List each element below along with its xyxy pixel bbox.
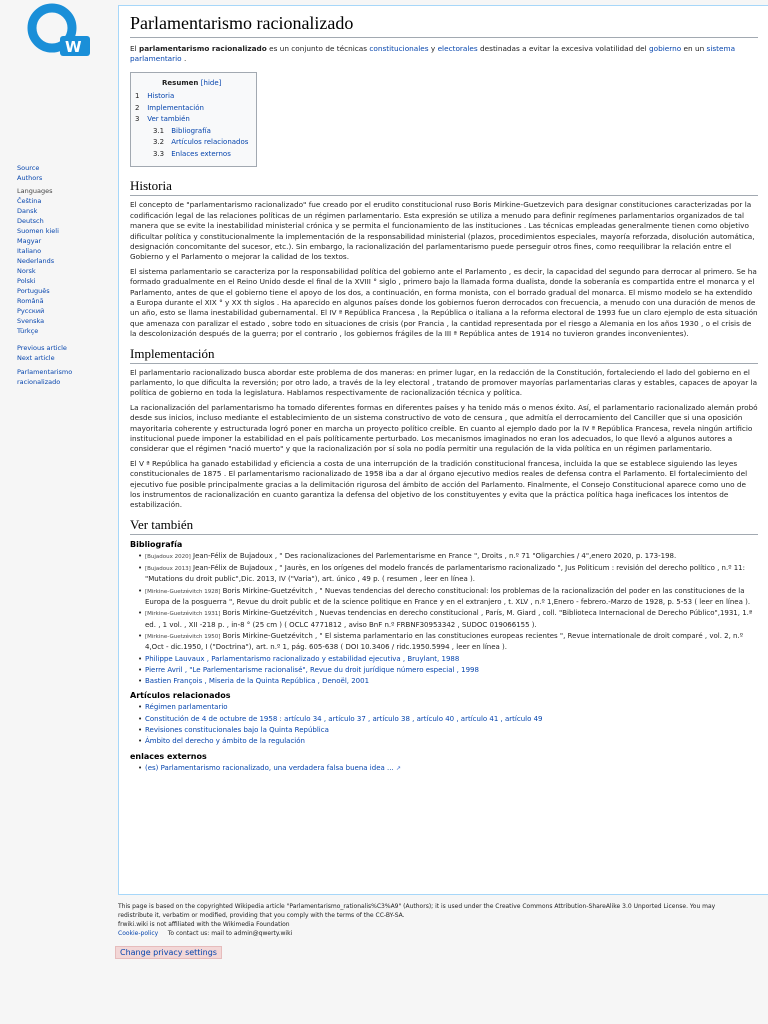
table-of-contents <box>130 72 257 168</box>
implementacion-paragraph-2: La racionalización del parlamentarismo ha tomado diferentes formas en diferentes países y ha tenido más o menos éxito. Así, el parlamentario racionalizado alemán probó desde sus inicios, incluso mediante el establecimiento de un sistema constructivo de voto de censura , que admitía el derrocamiento del Canciller que si una oposición mayoritaria coherente y estructurada logró poner en marcha un proyecto político creíble. En cuanto al ejemplo dado por la IV ª República Francesa, revela ningún artificio institucional puede imponer la estabilidad en el país políticamente perturbado. Los mecanismos imaginados no eran los adecuados, lo que llevó a algunos autores a considerar que el régimen "nació muerto" y que la racionalización por sí sola no podía permitir una regulación de la vida política en un régimen parlamentario. <box>130 402 758 454</box>
cookie-policy-link[interactable]: Cookie-policy <box>118 930 159 937</box>
bibliography-item: • Philippe Lauvaux , Parlamentarismo racionalizado y estabilidad ejecutiva , Bruylant, 1988 <box>138 654 758 664</box>
language-link[interactable]: Norsk <box>17 267 36 275</box>
toc-subitem[interactable]: 3.1 Bibliografía <box>153 126 211 135</box>
heading-ver-tambien: Ver también <box>130 517 758 535</box>
bibliography-item: • [Mirkine-Guetzévitch 1931] Boris Mirkine-Guetzévitch , Nuevas tendencias en derecho constitucional , París, M. Giard , coll. "Biblioteca Internacional de Derecho Público",1931, 1.ª ed. , 1 vol. , XII -218 p. , in-8 ° (25 cm ) ( OCLC 4771812 , aviso BnF n.º FRBNF30953342 , SUDOC 019066155 ). <box>138 608 758 630</box>
footer-license-line: redistribute it, verbatim or modified, providing that you comply with the terms of the CC-BY-SA. <box>118 912 405 919</box>
related-article-item[interactable]: • Régimen parlamentario <box>138 702 758 712</box>
toc-subitem[interactable]: 3.3 Enlaces externos <box>153 149 231 158</box>
toc-item[interactable]: 2 Implementación <box>135 103 204 112</box>
heading-implementacion: Implementación <box>130 346 758 364</box>
link-gobierno[interactable]: gobierno <box>649 44 682 53</box>
historia-paragraph-1: El concepto de "parlamentarismo racionalizado" fue creado por el erudito constitucional ruso Boris Mirkine-Guetzevich para designar constituciones caracterizadas por la codificación legal de las relaciones políticas de un régimen parlamentario. Esta expresión se utiliza a menudo para definir regímenes parlamentarios organizados de tal manera que se evite la inestabilidad ministerial crónica y se permita el funcionamiento de las instituciones . Las técnicas empleadas generalmente tienen como objetivo dificultar política y constitucionalmente la implementación de la responsabilidad ministerial (plazos, procedimientos especiales, mayoría reforzada, disolución automática, designación concomitante del sucesor, etc.). Sin embargo, la racionalización del parlamentarismo puede perseguir otros fines, como reequilibrar la relación entre el Gobierno y el Parlamento o mejorar la calidad de los textos. <box>130 200 755 262</box>
bibliography-item: • [Bujadoux 2020] Jean-Félix de Bujadoux , " Des racionalizaciones del Parlementarisme en France ", Droits , n.º 71 "Oligarchies / 4",enero 2020, p. 173-198. <box>138 551 758 562</box>
toc-hide-toggle[interactable]: [hide] <box>200 78 222 87</box>
sidebar-authors-link[interactable]: Authors <box>17 174 43 182</box>
heading-enlaces-externos: enlaces externos <box>130 751 207 761</box>
privacy-settings-button[interactable]: Change privacy settings <box>115 946 222 959</box>
external-link-icon: ↗ <box>395 764 401 772</box>
languages-header: Languages <box>17 187 53 195</box>
contact-text[interactable]: To contact us: mail to admin@qwerty.wiki <box>167 930 293 937</box>
sidebar-navigation <box>17 343 72 387</box>
toc-item[interactable]: 3 Ver también <box>135 115 190 124</box>
language-link[interactable]: Deutsch <box>17 217 44 225</box>
link-sistema-parlamentario[interactable]: sistema parlamentario <box>130 44 736 64</box>
language-link[interactable]: Suomen kieli <box>17 227 59 235</box>
bibliography-item: • Bastien François , Miseria de la Quinta República , Denoël, 2001 <box>138 676 758 686</box>
toc-item[interactable]: 1 Historia <box>135 92 175 101</box>
svg-text:W: W <box>65 38 82 56</box>
sidebar-tools <box>17 163 42 183</box>
related-article-item[interactable]: • Revisiones constitucionales bajo la Quinta República <box>138 725 758 735</box>
footer-affiliation: frwiki.wiki is not affiliated with the Wikimedia Foundation <box>118 921 290 928</box>
heading-historia: Historia <box>130 178 758 196</box>
language-link[interactable]: Polski <box>17 277 36 285</box>
sidebar-languages <box>17 186 59 336</box>
sidebar-source-link[interactable]: Source <box>17 164 40 172</box>
toc-title: Resumen [hide] <box>162 78 222 87</box>
current-article-link[interactable]: Parlamentarismo <box>17 368 73 376</box>
historia-paragraph-2: El sistema parlamentario se caracteriza por la responsabilidad política del gobierno ante el Parlamento , es decir, la capacidad del segundo para derrocar al primero. Se ha formado gradualmente en el Reino Unido desde el final de la XVIII ° siglo , primero bajo la llamada forma dualista, donde la soberanía es compartida entre el monarca y el Parlamento, antes de que el gobierno tiene el apoyo de los dos, a continuación, en forma monista, con el borrado gradual del monarca. El mismo modelo se ha extendido a Europa durante el XIX ° y XX th siglos . Ha aparecido en algunos países donde los gobiernos fueron derrocados con frecuencia, a menudo con una duración de menos de un año, esto se llama inestabilidad gubernamental. El IV ª República Francesa , la República o italiana a la reforma electoral de 1993 fue un claro ejemplo de esta situación que amenaza con paralizar el estado , sobre todo en situaciones de crisis (por Francia , la cantidad representada por el riesgo a Alemania en los años 1930 , o el crisis de la descolonización después de la guerra; por el contrario , los gobiernos frágiles de la III ª República antes de 1914 no tuvieron grandes inconvenientes). <box>130 266 758 339</box>
language-link[interactable]: Română <box>17 297 44 305</box>
language-link[interactable]: Dansk <box>17 207 38 215</box>
footer <box>118 902 768 938</box>
toc-subitem[interactable]: 3.2 Artículos relacionados <box>153 138 249 147</box>
language-link[interactable]: Čeština <box>17 197 42 205</box>
implementacion-paragraph-3: El V ª República ha ganado estabilidad y eficiencia a costa de una interrupción de la tradición constitucional francesa, incluida la que se establece siguiendo las leyes constitucionales de 1875 . El parlamentarismo racionalizado de 1958 iba a dar al órgano ejecutivo medios reales de defensa contra el Parlamento. El fortalecimiento del ejecutivo fue posible principalmente gracias a la delimitación rigurosa del ámbito de acción del Parlamento. Finalmente, el Consejo Constitucional aparece como uno de los instrumentos de racionalización en cuanto garantiza la defensa del objetivo de los constituyentes y evita que la práctica política haga ineficaces los intentos de estabilización. <box>130 458 748 510</box>
external-link-item[interactable]: • (es) Parlamentarismo racionalizado, una verdadera falsa buena idea ... ↗ <box>138 763 758 774</box>
bibliography-list <box>138 551 758 687</box>
sidebar <box>0 0 118 900</box>
language-link[interactable]: Nederlands <box>17 257 55 265</box>
language-link[interactable]: Русский <box>17 307 45 315</box>
language-link[interactable]: Magyar <box>17 237 42 245</box>
related-article-item[interactable]: • Ámbito del derecho y ámbito de la regulación <box>138 736 758 746</box>
bibliography-item: • [Mirkine-Guetzévitch 1928] Boris Mirkine-Guetzévitch , " Nuevas tendencias del derecho constitucional: los problemas de la racionalización del poder en las constituciones de la Europa de la posguerra ", Revue du droit public et de la science politique en France y en el extranjero , t. XLV , n.º 1,Enero - febrero.-Marzo de 1928, p. 5-53 ( leer en línea ). <box>138 586 758 608</box>
bibliography-item: • [Bujadoux 2013] Jean-Félix de Bujadoux , " Jaurès, en los orígenes del modelo francés de parlamentarismo racionalizado ", Jus Politicum : revisión del derecho político , n.º 11: "Mutations du droit public",Dic. 2013, IV ("Varia"), art. único , 49 p. ( resumen , leer en línea ). <box>138 563 758 585</box>
language-link[interactable]: Italiano <box>17 247 42 255</box>
bibliography-item: • [Mirkine-Guetzévitch 1950] Boris Mirkine-Guetzévitch , " El sistema parlamentario en las constituciones europeas recientes ", Revue internationale de droit comparé , vol. 2, n.º 4,Oct - dic.1950, I ("Doctrina"), art. n.º 1, pág. 605-638 ( DOI 10.3406 / ridc.1950.5994 , leer en línea ). <box>138 631 758 653</box>
related-articles-list <box>138 702 758 746</box>
related-article-item[interactable]: • Constitución de 4 de octubre de 1958 : artículo 34 , artículo 37 , artículo 38 , artículo 40 , artículo 41 , artículo 49 <box>138 714 758 724</box>
language-link[interactable]: Svenska <box>17 317 45 325</box>
link-electorales[interactable]: electorales <box>437 44 478 53</box>
language-link[interactable]: Türkçe <box>17 327 39 335</box>
heading-bibliografia: Bibliografía <box>130 539 183 549</box>
heading-articulos-relacionados: Artículos relacionados <box>130 691 231 701</box>
current-article-link-cont[interactable]: racionalizado <box>17 378 61 386</box>
page-title: Parlamentarismo racionalizado <box>130 12 758 38</box>
previous-article-link[interactable]: Previous article <box>17 344 67 352</box>
article-content <box>118 5 768 895</box>
intro-paragraph: El parlamentarismo racionalizado es un conjunto de técnicas constitucionales y electorales destinadas a evitar la excesiva volatilidad del gobierno en un sistema parlamentario . <box>130 44 736 64</box>
language-link[interactable]: Português <box>17 287 50 295</box>
footer-license-line: This page is based on the copyrighted Wikipedia article "Parlamentarismo_rationalis%C3%A9" (Authors); it is used under the Creative Commons Attribution-ShareAlike 3.0 Unported License. You may <box>118 903 716 910</box>
link-constitucionales[interactable]: constitucionales <box>369 44 429 53</box>
next-article-link[interactable]: Next article <box>17 354 55 362</box>
site-logo[interactable] <box>22 2 94 64</box>
implementacion-paragraph-1: El parlamentario racionalizado busca abordar este problema de dos maneras: en primer lugar, en la redacción de la Constitución, fortaleciendo el lado del gobierno en el parlamento, lo que dificulta la reversión; por otro lado, a través de la ley electoral , tratando de promover mayorías parlamentarias claras y estables, capaces de apoyar la política de gobierno en toda la legislatura. Hablamos respectivamente de racionalización técnica y política. <box>130 367 758 398</box>
bibliography-item: • Pierre Avril , "Le Parlementarisme racionalisé", Revue du droit jurídique número especial , 1998 <box>138 665 758 675</box>
external-links-list <box>138 763 758 774</box>
